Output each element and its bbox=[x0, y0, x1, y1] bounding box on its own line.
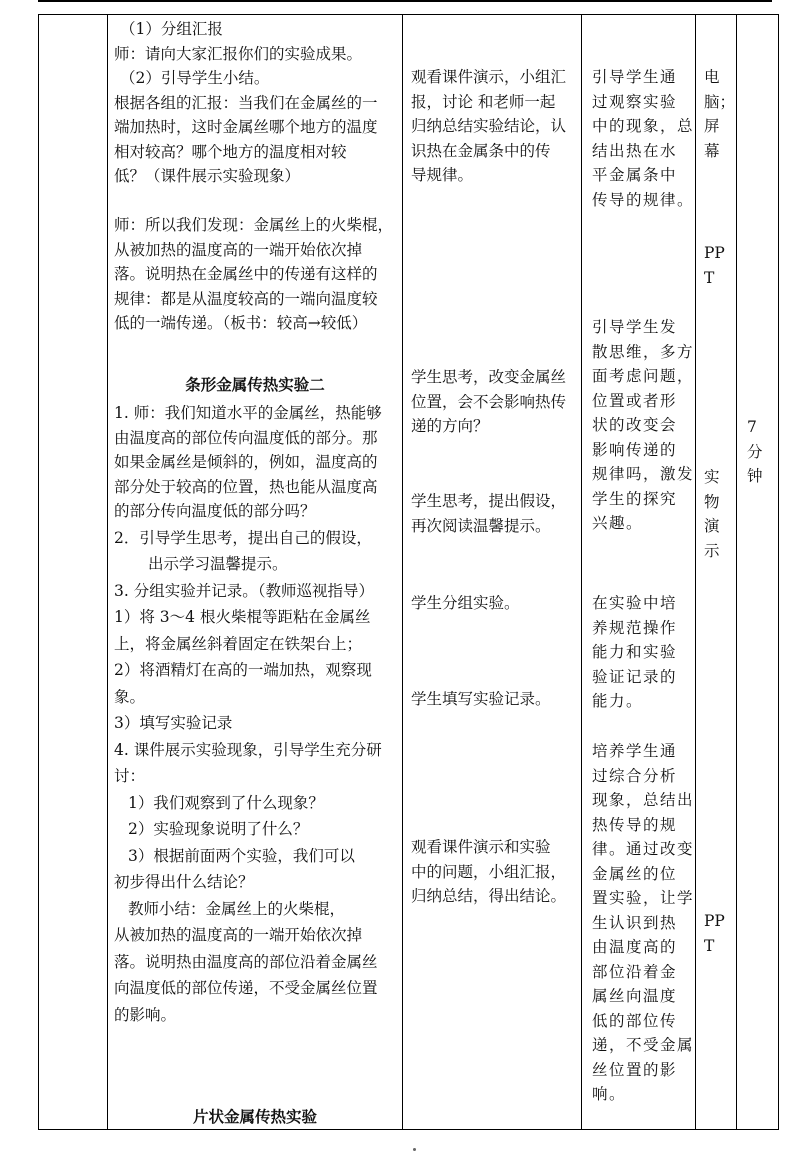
text-line: 在实验中培 bbox=[592, 594, 678, 612]
text-line: 2）实验现象说明了什么？ bbox=[128, 820, 309, 838]
text-line: 律。通过改变 bbox=[592, 840, 695, 858]
text-line: 1. 师：我们知道水平的金属丝，热能够 bbox=[114, 404, 382, 422]
text-line: 置实验，让学 bbox=[592, 889, 695, 907]
text-line: 象。 bbox=[114, 687, 146, 706]
text-line: 位置，会不会影响热传 bbox=[411, 392, 567, 411]
student-block-1 bbox=[411, 65, 575, 188]
text-line: 物 bbox=[704, 492, 720, 511]
text-line: 散思维，多方 bbox=[592, 342, 695, 361]
text-line: 实 bbox=[704, 468, 720, 486]
section-heading: 条形金属传热实验二 bbox=[185, 375, 325, 394]
text-line: 1）将 3～4 根火柴棍等距粘在金属丝 bbox=[114, 608, 371, 626]
intent-block-2 bbox=[592, 315, 695, 536]
text-line: 学生分组实验。 bbox=[411, 594, 520, 612]
text-line: 师：所以我们发现：金属丝上的火柴棍， bbox=[114, 216, 394, 234]
text-line: 如果金属丝是倾斜的，例如，温度高的 bbox=[114, 453, 378, 471]
text-line: 低的部位传 bbox=[592, 1011, 678, 1030]
text-line: 位置或者形 bbox=[592, 391, 678, 410]
text-line: 低？（课件展示实验现象） bbox=[114, 167, 301, 185]
student-block-4 bbox=[411, 591, 575, 616]
text-line: 学生的探究 bbox=[592, 489, 678, 508]
text-line: 兴趣。 bbox=[592, 514, 644, 532]
media-block-3 bbox=[704, 465, 734, 563]
time-cell bbox=[737, 15, 779, 1130]
text-line: 过观察实验 bbox=[592, 92, 678, 111]
lesson-plan-table bbox=[38, 14, 779, 1130]
section-heading: 片状金属传热实验 bbox=[192, 1107, 317, 1126]
design-intent-cell bbox=[582, 15, 696, 1130]
student-block-2 bbox=[411, 365, 575, 439]
text-line: PP bbox=[704, 912, 725, 930]
text-line: 3）根据前面两个实验，我们可以 bbox=[128, 846, 355, 865]
text-line: 3. 分组实验并记录。（教师巡视指导） bbox=[114, 581, 374, 600]
student-block-3 bbox=[411, 489, 575, 538]
text-line: 再次阅读温馨提示。 bbox=[411, 516, 551, 535]
text-line: 能力。 bbox=[592, 692, 644, 710]
text-line: 属丝向温度 bbox=[592, 987, 678, 1005]
media-cell bbox=[696, 15, 737, 1130]
text-line: 幕 bbox=[704, 141, 720, 160]
text-line: 引导学生通 bbox=[592, 68, 678, 86]
text-line: 识热在金属条中的传 bbox=[411, 141, 551, 160]
text-line: 根据各组的汇报：当我们在金属丝的一 bbox=[114, 93, 378, 112]
text-line: PP bbox=[704, 244, 725, 262]
text-line: 部分处于较高的位置，热也能从温度高 bbox=[114, 477, 378, 496]
text-line: 平金属条中 bbox=[592, 166, 678, 184]
text-line: 状的改变会 bbox=[592, 416, 678, 434]
text-line: 7 bbox=[747, 418, 757, 436]
text-line: 报，讨论 和老师一起 bbox=[411, 92, 556, 111]
experiment-two-heading bbox=[114, 373, 396, 398]
text-line: 的影响。 bbox=[114, 1005, 177, 1024]
text-line: T bbox=[704, 268, 715, 287]
text-line: 热传导的规 bbox=[592, 815, 678, 834]
intent-block-1 bbox=[592, 65, 695, 212]
teacher-activity-cell bbox=[108, 15, 403, 1130]
media-block-4 bbox=[704, 909, 734, 958]
text-line: 规律吗，激发 bbox=[592, 465, 695, 483]
text-line: 从被加热的温度高的一端开始依次掉 bbox=[114, 926, 363, 944]
text-line: 导规律。 bbox=[411, 166, 474, 184]
text-line: 响。 bbox=[592, 1085, 627, 1103]
student-block-6 bbox=[411, 835, 575, 909]
teacher-block-conclusion bbox=[114, 213, 396, 336]
text-line: 演 bbox=[704, 517, 720, 535]
text-line: （1）分组汇报 bbox=[120, 20, 223, 38]
text-line: 2．引导学生思考，提出自己的假设， bbox=[114, 528, 372, 547]
text-line: 讨： bbox=[114, 767, 146, 785]
text-line: 中的现象，总 bbox=[592, 117, 695, 135]
text-line: 过综合分析 bbox=[592, 766, 678, 785]
text-line: 归纳总结，得出结论。 bbox=[411, 887, 567, 905]
text-line: 脑； bbox=[704, 92, 736, 111]
text-line: 面考虑问题， bbox=[592, 367, 695, 385]
text-line: 初步得出什么结论？ bbox=[114, 873, 254, 891]
text-line: 由温度高的部位传向温度低的部分。那 bbox=[114, 428, 378, 447]
text-line: 结出热在水 bbox=[592, 141, 678, 160]
text-line: 现象，总结出 bbox=[592, 791, 695, 809]
text-line: 3）填写实验记录 bbox=[114, 714, 233, 732]
text-line: 学生思考，提出假设， bbox=[411, 492, 567, 510]
text-line: 从被加热的温度高的一端开始依次掉 bbox=[114, 240, 363, 259]
text-line: （2）引导学生小结。 bbox=[120, 69, 270, 87]
text-line: 养规范操作 bbox=[592, 618, 678, 637]
student-block-5 bbox=[411, 687, 575, 712]
text-line: 能力和实验 bbox=[592, 643, 678, 661]
intent-block-4 bbox=[592, 739, 695, 1107]
time-block bbox=[747, 415, 776, 489]
text-line: 分 bbox=[747, 442, 763, 461]
text-line: 部位沿着金 bbox=[592, 962, 678, 981]
text-line: 学生思考，改变金属丝 bbox=[411, 368, 567, 386]
text-line: 2）将酒精灯在高的一端加热，观察现 bbox=[114, 661, 372, 679]
text-line: 上，将金属丝斜着固定在铁架台上； bbox=[114, 634, 363, 653]
text-line: 引导学生发 bbox=[592, 318, 678, 336]
text-line: 观看课件演示，小组汇 bbox=[411, 68, 567, 86]
teacher-block-experiment-two bbox=[114, 401, 396, 1027]
text-line: 传导的规律。 bbox=[592, 190, 695, 209]
text-line: 学生填写实验记录。 bbox=[411, 690, 551, 708]
media-block-1 bbox=[704, 65, 734, 163]
text-line: 落。说明热由温度高的部位沿着金属丝 bbox=[114, 952, 378, 971]
text-line: 递，不受金属 bbox=[592, 1036, 695, 1054]
text-line: 由温度高的 bbox=[592, 938, 678, 956]
text-line: 教师小结：金属丝上的火柴棍， bbox=[128, 899, 346, 918]
page-footer-mark bbox=[413, 1148, 416, 1151]
text-line: 影响传递的 bbox=[592, 440, 678, 459]
text-line: 端加热时，这时金属丝哪个地方的温度 bbox=[114, 118, 378, 136]
text-line: 规律：都是从温度较高的一端向温度较 bbox=[114, 289, 378, 308]
text-line: T bbox=[704, 936, 715, 955]
text-line: 验证记录的 bbox=[592, 667, 678, 686]
teacher-block-report bbox=[114, 17, 396, 189]
experiment-three-heading bbox=[114, 1105, 396, 1130]
text-line: 出示学习温馨提示。 bbox=[148, 555, 288, 573]
text-line: 向温度低的部位传递，不受金属丝位置 bbox=[114, 979, 378, 997]
text-line: 归纳总结实验结论，认 bbox=[411, 117, 567, 135]
stage-cell bbox=[39, 15, 108, 1130]
text-line: 培养学生通 bbox=[592, 742, 678, 760]
text-line: 观看课件演示和实验 bbox=[411, 838, 551, 856]
text-line: 电 bbox=[704, 68, 720, 86]
intent-block-3 bbox=[592, 591, 687, 714]
media-block-2 bbox=[704, 241, 734, 290]
text-line: 落。说明热在金属丝中的传递有这样的 bbox=[114, 265, 378, 283]
text-line: 1）我们观察到了什么现象？ bbox=[128, 793, 324, 812]
text-line: 递的方向？ bbox=[411, 417, 489, 435]
text-line: 生认识到热 bbox=[592, 913, 678, 932]
text-line: 丝位置的影 bbox=[592, 1060, 678, 1079]
text-line: 师：请向大家汇报你们的实验成果。 bbox=[114, 44, 363, 63]
student-activity-cell bbox=[403, 15, 582, 1130]
table-row bbox=[39, 15, 779, 1130]
text-line: 示 bbox=[704, 541, 720, 560]
text-line: 的部分传向温度低的部分吗？ bbox=[114, 502, 316, 520]
text-line: 低的一端传递。（板书：较高→较低） bbox=[114, 314, 368, 332]
text-line: 屏 bbox=[704, 117, 720, 135]
text-line: 相对较高？哪个地方的温度相对较 bbox=[114, 142, 347, 161]
page-top-rule bbox=[38, 0, 772, 2]
text-line: 钟 bbox=[747, 467, 763, 485]
text-line: 中的问题，小组汇报， bbox=[411, 862, 567, 881]
text-line: 4. 课件展示实验现象，引导学生充分研 bbox=[114, 740, 382, 759]
text-line: 金属丝的位 bbox=[592, 864, 678, 883]
